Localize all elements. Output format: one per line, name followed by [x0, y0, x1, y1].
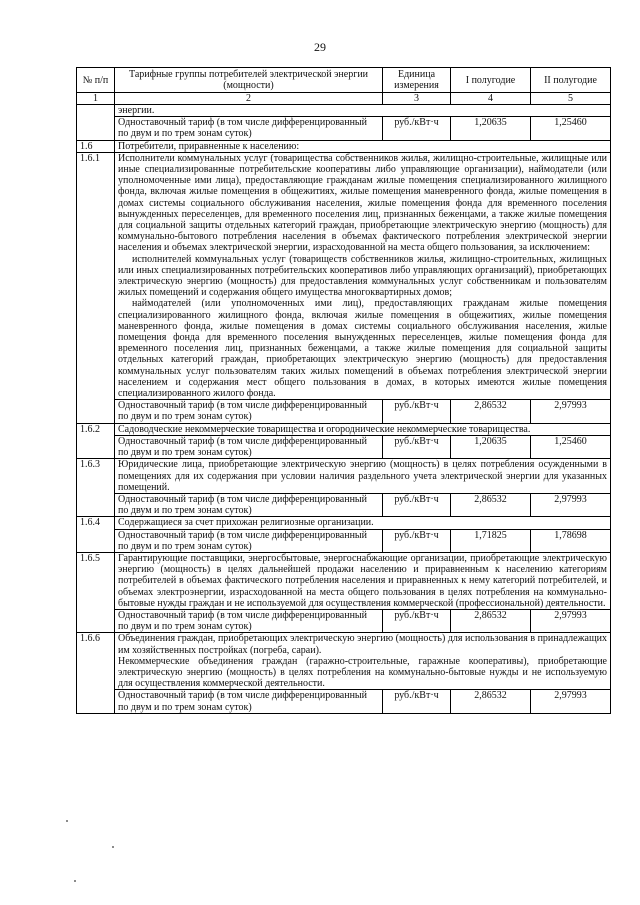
- tariff-value-second-half: 1,25460: [531, 117, 611, 140]
- tariff-unit: руб./кВт·ч: [383, 400, 451, 423]
- row-description: [115, 633, 611, 690]
- row-number: 1.6.2: [77, 423, 115, 459]
- row-paragraph: исполнителей коммунальных услуг (товариществ собственников жилья, жилищно-строительных, жилищных или иных специализированных потребительских кооперативов либо управляющих организаций), приобретающих электрическую энергию (мощность) для предоставления коммунальных услуг собственникам и пользователям жилых помещений и содержания общего имущества многоквартирных домов;: [118, 253, 607, 299]
- header-unit: Единица измерения: [383, 68, 451, 93]
- row-description: Юридические лица, приобретающие электрическую энергию (мощность) в целях потребления осужденными в помещениях для их содержания при условии наличия раздельного учета электрической энергии для указанных помещений.: [115, 459, 611, 494]
- tariff-unit: руб./кВт·ч: [383, 435, 451, 458]
- tariff-value-first-half: 1,71825: [451, 529, 531, 552]
- tariff-row: [77, 690, 611, 713]
- tariff-label: Одноставочный тариф (в том числе дифференцированный по двум и по трем зонам суток): [115, 690, 383, 713]
- row-description: Потребители, приравненные к населению:: [115, 140, 611, 152]
- row-description: [115, 152, 611, 399]
- tariff-label: Одноставочный тариф (в том числе дифференцированный по двум и по трем зонам суток): [115, 529, 383, 552]
- tariff-value-second-half: 2,97993: [531, 400, 611, 423]
- tariff-value-first-half: 2,86532: [451, 690, 531, 713]
- row-paragraph: Исполнители коммунальных услуг (товарищества собственников жилья, жилищно-строительные, жилищные или иные специализированные потребительские кооперативы либо управляющие организации), наймодатели (или уполномоченные ими лица), предоставляющие гражданам жилые помещения специализированного жилищного фонда, включая жилые помещения в общежитиях, жилые помещения маневренного фонда, жилые помещения в домах системы социального обслуживания населения, жилые помещения фонда для временного поселения вынужденных переселенцев, для временного поселения лиц, признанных беженцами, а также жилые помещения для социальной защиты отдельных категорий граждан, приобретающие электрическую энергию (мощность) для коммунально-бытового потребления населения в объемах фактического потребления электрической энергии населения и объемах электрической энергии, израсходованной на места общего пользования, за исключением:: [118, 152, 607, 254]
- row-number: 1.6.1: [77, 152, 115, 423]
- row-description: Гарантирующие поставщики, энергосбытовые, энергоснабжающие организации, приобретающие электрическую энергию (мощность) в целях дальнейшей продажи населению и приравненным к населению категориям потребителей в объемах фактического потребления населения и приравненных к нему категорий потребителей, и объемах электроэнергии, израсходованной на места общего пользования в целях потребления на коммунально-бытовые нужды граждан и не используемой для осуществления коммерческой (профессиональной) деятельности.: [115, 552, 611, 609]
- row-number: 1.6.3: [77, 459, 115, 517]
- row-paragraph: Объединения граждан, приобретающих электрическую энергию (мощность) для использования в принадлежащих им хозяйственных постройках (погреба, сараи).: [118, 633, 607, 656]
- column-number: 4: [451, 93, 531, 105]
- tariff-value-first-half: 1,20635: [451, 435, 531, 458]
- tariff-value-first-half: 2,86532: [451, 609, 531, 632]
- table-row: [77, 459, 611, 494]
- tariff-unit: руб./кВт·ч: [383, 529, 451, 552]
- tariff-table: [76, 67, 611, 714]
- header-number: № п/п: [77, 68, 115, 93]
- scan-speck: [112, 846, 114, 848]
- scan-speck: [66, 820, 68, 822]
- tariff-unit: руб./кВт·ч: [383, 493, 451, 516]
- tariff-row: [77, 529, 611, 552]
- row-number: 1.6.5: [77, 552, 115, 632]
- tariff-row: [77, 400, 611, 423]
- header-second-half: II полугодие: [531, 68, 611, 93]
- tariff-row: [77, 609, 611, 632]
- header-tariff-group: Тарифные группы потребителей электрической энергии (мощности): [115, 68, 383, 93]
- tariff-unit: руб./кВт·ч: [383, 117, 451, 140]
- table-header-row: [77, 68, 611, 93]
- tariff-row: [77, 117, 611, 140]
- tariff-label: Одноставочный тариф (в том числе дифференцированный по двум и по трем зонам суток): [115, 493, 383, 516]
- tariff-value-second-half: 1,25460: [531, 435, 611, 458]
- tariff-value-second-half: 2,97993: [531, 609, 611, 632]
- row-paragraph: наймодателей (или уполномоченных ими лиц), предоставляющих гражданам жилые помещения специализированного жилищного фонда, включая жилые помещения в общежитиях, жилые помещения маневренного фонда, жилые помещения в домах системы социального обслуживания населения, жилые помещения фонда для временного поселения вынужденных переселенцев, жилые помещения фонда для временного поселения лиц, признанных беженцами, а также жилые помещения для социальной защиты отдельных категорий граждан, приобретающих электрическую энергию (мощность) для предоставления коммунальных услуг пользователям таких жилых помещений в объемах потребления электрической энергии населением и содержания мест общего пользования в домах, в которых имеются жилые помещения специализированного жилого фонда.: [118, 298, 607, 400]
- table-row: [77, 517, 611, 529]
- tariff-row: [77, 435, 611, 458]
- row-number: 1.6: [77, 140, 115, 152]
- row-paragraph: Некоммерческие объединения граждан (гаражно-строительные, гаражные кооперативы), приобретающие электрическую энергию (мощность) в целях потребления на коммунально-бытовые нужды и не используемую для осуществления коммерческой деятельности.: [118, 655, 607, 690]
- table-row: [77, 633, 611, 690]
- tariff-label: Одноставочный тариф (в том числе дифференцированный по двум и по трем зонам суток): [115, 117, 383, 140]
- tariff-unit: руб./кВт·ч: [383, 690, 451, 713]
- tariff-label: Одноставочный тариф (в том числе дифференцированный по двум и по трем зонам суток): [115, 609, 383, 632]
- tariff-label: Одноставочный тариф (в том числе дифференцированный по двум и по трем зонам суток): [115, 435, 383, 458]
- column-number: 3: [383, 93, 451, 105]
- table-row: [77, 152, 611, 399]
- row-description: Содержащиеся за счет прихожан религиозные организации.: [115, 517, 611, 529]
- scan-speck: [74, 880, 76, 882]
- section-row: [77, 140, 611, 152]
- row-description: Садоводческие некоммерческие товарищества и огороднические некоммерческие товарищества.: [115, 423, 611, 435]
- column-number: 5: [531, 93, 611, 105]
- page-number: 29: [314, 40, 326, 54]
- row-number: 1.6.4: [77, 517, 115, 553]
- tariff-value-second-half: 1,78698: [531, 529, 611, 552]
- row-number: [77, 105, 115, 141]
- row-number: 1.6.6: [77, 633, 115, 713]
- header-first-half: I полугодие: [451, 68, 531, 93]
- row-description: энергии.: [115, 105, 611, 117]
- tariff-value-first-half: 2,86532: [451, 400, 531, 423]
- tariff-value-second-half: 2,97993: [531, 690, 611, 713]
- column-numbers-row: [77, 93, 611, 105]
- column-number: 2: [115, 93, 383, 105]
- table-row: [77, 552, 611, 609]
- table-row: [77, 423, 611, 435]
- tariff-row: [77, 493, 611, 516]
- tariff-value-first-half: 2,86532: [451, 493, 531, 516]
- column-number: 1: [77, 93, 115, 105]
- tariff-label: Одноставочный тариф (в том числе дифференцированный по двум и по трем зонам суток): [115, 400, 383, 423]
- tariff-unit: руб./кВт·ч: [383, 609, 451, 632]
- tariff-value-second-half: 2,97993: [531, 493, 611, 516]
- tariff-value-first-half: 1,20635: [451, 117, 531, 140]
- table-row: [77, 105, 611, 117]
